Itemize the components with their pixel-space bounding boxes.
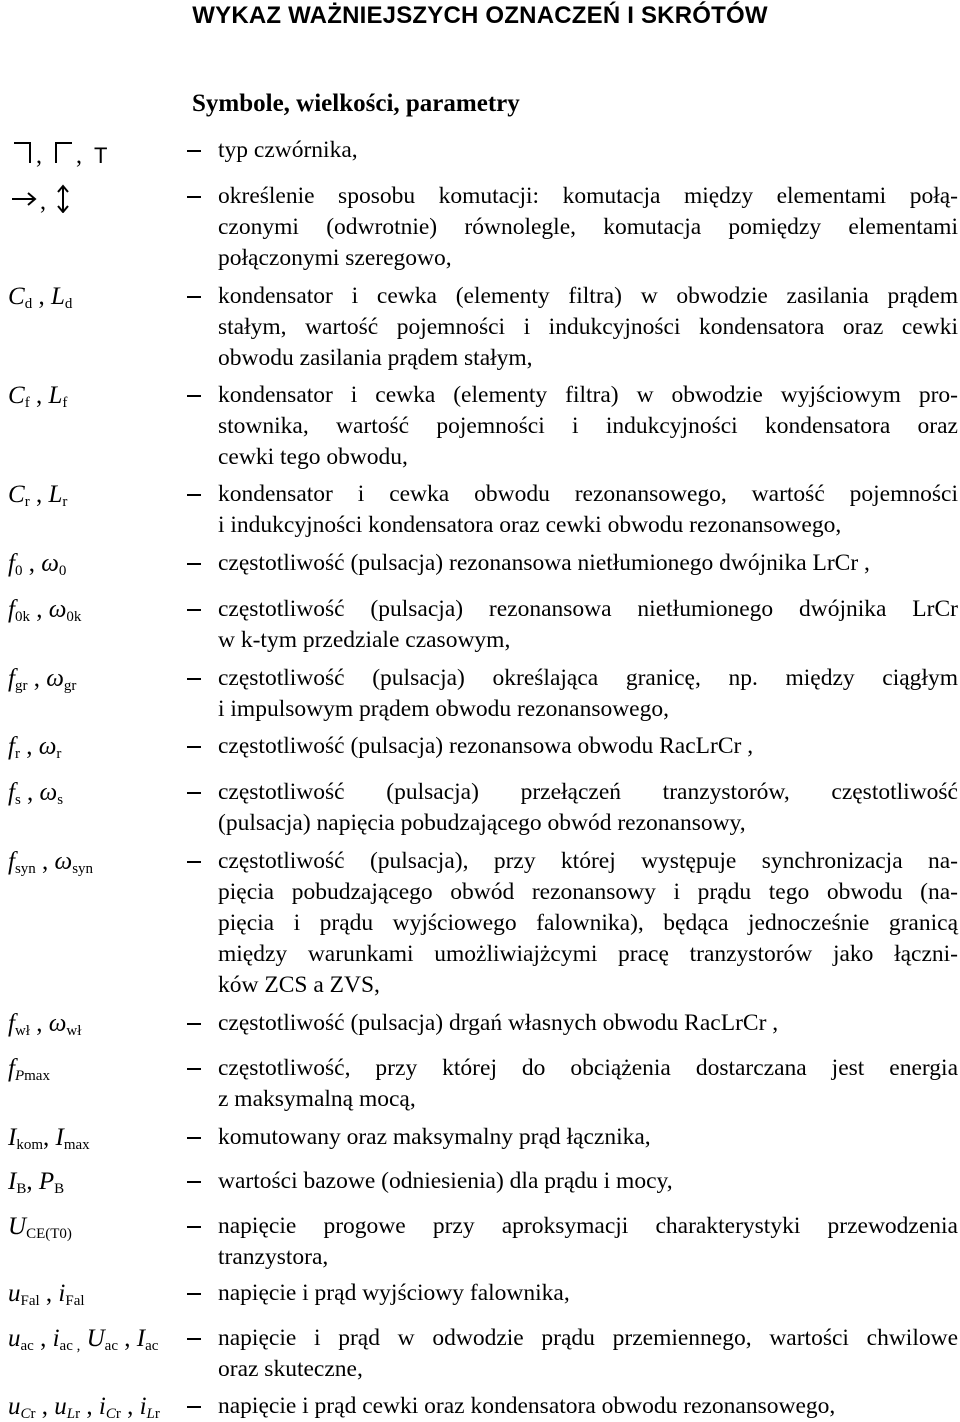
description-line: częstotliwość (pulsacja) drgań własnych obwodu RacLrCr , bbox=[218, 1010, 779, 1036]
dash bbox=[187, 196, 201, 198]
description-line: określenie sposobu komutacji: komutacja między elementami połą- bbox=[218, 183, 958, 209]
symbol: $u_{Fal}$ , $i_{Fal}$ bbox=[8, 1280, 85, 1309]
dash bbox=[187, 1023, 201, 1025]
symbol: $f_{wł}$ , $\omega_{wł}$ bbox=[8, 1010, 82, 1039]
dash bbox=[187, 1181, 201, 1183]
dash bbox=[187, 563, 201, 565]
description-line: pięcia i prądu wyjściowego falownika), będąca jednocześnie granicą bbox=[218, 910, 958, 936]
description-line: wartości bazowe (odniesienia) dla prądu i mocy, bbox=[218, 1168, 673, 1194]
dash bbox=[187, 1406, 201, 1408]
description bbox=[218, 1323, 958, 1385]
description-line: częstotliwość (pulsacja) rezonansowa nietłumionego dwójnika LrCr , bbox=[218, 550, 870, 576]
description-line: kondensator i cewka (elementy filtra) w obwodzie zasilania prądem bbox=[218, 283, 958, 309]
description bbox=[218, 777, 958, 839]
description-line: cewki tego obwodu, bbox=[218, 444, 408, 470]
symbol: $f_{gr}$ , $\omega_{gr}$ bbox=[8, 665, 77, 694]
description bbox=[218, 846, 958, 1001]
dash bbox=[187, 1068, 201, 1070]
description bbox=[218, 1053, 958, 1115]
description bbox=[218, 135, 958, 166]
dash bbox=[187, 296, 201, 298]
description-line: częstotliwość (pulsacja) rezonansowa nietłumionego dwójnika LrCr bbox=[218, 596, 958, 622]
description-line: komutowany oraz maksymalny prąd łącznika, bbox=[218, 1124, 651, 1150]
symbol bbox=[8, 181, 88, 213]
description-line: stałym, wartość pojemności i indukcyjności kondensatora oraz cewki bbox=[218, 314, 958, 340]
description bbox=[218, 731, 958, 762]
dash bbox=[187, 1137, 201, 1139]
symbol: $f_{Pmax}$ bbox=[8, 1055, 50, 1084]
symbol: $I_B$, $P_B$ bbox=[8, 1168, 65, 1197]
description-line: napięcie i prąd w odwodzie prądu przemiennego, wartości chwilowe bbox=[218, 1325, 958, 1351]
description-line: częstotliwość (pulsacja), przy której występuje synchronizacja na- bbox=[218, 848, 958, 874]
dash bbox=[187, 395, 201, 397]
description bbox=[218, 1166, 958, 1197]
description-line: częstotliwość (pulsacja) przełączeń tranzystorów, częstotliwość bbox=[218, 779, 958, 805]
dash bbox=[187, 861, 201, 863]
description bbox=[218, 1122, 958, 1153]
description bbox=[218, 281, 958, 374]
symbol: $C_f$ , $L_f$ bbox=[8, 382, 68, 411]
description-line: ków ZCS a ZVS, bbox=[218, 972, 380, 998]
svg-text:T: T bbox=[94, 143, 108, 168]
symbol: $f_{syn}$ , $\omega_{syn}$ bbox=[8, 848, 94, 877]
description-line: kondensator i cewka obwodu rezonansowego, wartość pojemności bbox=[218, 481, 958, 507]
description-line: typ czwórnika, bbox=[218, 137, 358, 163]
symbol: $f_{0k}$ , $\omega_{0k}$ bbox=[8, 596, 82, 625]
description bbox=[218, 1211, 958, 1273]
dash bbox=[187, 1338, 201, 1340]
symbol: $f_s$ , $\omega_s$ bbox=[8, 779, 64, 808]
svg-text:,: , bbox=[40, 189, 46, 214]
symbol: $U_{CE(T0)}$ bbox=[8, 1213, 72, 1242]
dash bbox=[187, 609, 201, 611]
description-line: częstotliwość (pulsacja) określająca granicę, np. między ciągłym bbox=[218, 665, 958, 691]
description-line: napięcie i prąd wyjściowy falownika, bbox=[218, 1280, 570, 1306]
dash bbox=[187, 792, 201, 794]
dash bbox=[187, 494, 201, 496]
description-line: tranzystora, bbox=[218, 1244, 329, 1270]
symbol: $f_r$ , $\omega_r$ bbox=[8, 733, 62, 762]
svg-text:,: , bbox=[76, 143, 82, 168]
symbol: $I_{kom}$, $I_{max}$ bbox=[8, 1124, 90, 1153]
description-line: z maksymalną mocą, bbox=[218, 1086, 416, 1112]
description bbox=[218, 1008, 958, 1039]
description-line: i indukcyjności kondensatora oraz cewki obwodu rezonansowego, bbox=[218, 512, 842, 538]
description-line: pięcia pobudzającego obwód rezonansowy i prądu tego obwodu (na- bbox=[218, 879, 958, 905]
dash bbox=[187, 678, 201, 680]
description-line: między warunkami umożliwiajżcymi pracę tranzystorów jako łączni- bbox=[218, 941, 958, 967]
symbol: $u_{ac}$ , $i_{ac ,}$ $U_{ac}$ , $I_{ac}$ bbox=[8, 1325, 159, 1354]
description-line: napięcie progowe przy aproksymacji charakterystyki przewodzenia bbox=[218, 1213, 958, 1239]
description bbox=[218, 181, 958, 274]
symbol: $u_{Cr}$ , $u_{Lr}$ , $i_{Cr}$ , $i_{Lr}$ bbox=[8, 1393, 160, 1422]
description-line: napięcie i prąd cewki oraz kondensatora obwodu rezonansowego, bbox=[218, 1393, 836, 1419]
description bbox=[218, 548, 958, 579]
description bbox=[218, 1278, 958, 1309]
description-line: oraz skuteczne, bbox=[218, 1356, 363, 1382]
symbol: $C_r$ , $L_r$ bbox=[8, 481, 68, 510]
dash bbox=[187, 150, 201, 152]
description-line: połączonymi szeregowo, bbox=[218, 245, 452, 271]
description-line: obwodu zasilania prądem stałym, bbox=[218, 345, 533, 371]
symbol: $C_d$ , $L_d$ bbox=[8, 283, 73, 312]
description bbox=[218, 1391, 958, 1422]
symbol: $f_0$ , $\omega_0$ bbox=[8, 550, 67, 579]
description bbox=[218, 380, 958, 473]
symbol bbox=[8, 135, 118, 167]
svg-text:,: , bbox=[36, 143, 42, 168]
description-line: i impulsowym prądem obwodu rezonansowego, bbox=[218, 696, 669, 722]
quadripole-type-glyphs bbox=[8, 137, 118, 167]
dash bbox=[187, 1226, 201, 1228]
description bbox=[218, 479, 958, 541]
description-line: stownika, wartość pojemności i indukcyjności kondensatora oraz bbox=[218, 413, 958, 439]
description-line: częstotliwość (pulsacja) rezonansowa obwodu RacLrCr , bbox=[218, 733, 754, 759]
dash bbox=[187, 746, 201, 748]
description-line: (pulsacja) napięcia pobudzającego obwód rezonansowy, bbox=[218, 810, 746, 836]
commutation-arrows bbox=[8, 183, 88, 213]
description bbox=[218, 594, 958, 656]
description-line: w k-tym przedziale czasowym, bbox=[218, 627, 511, 653]
description-line: częstotliwość, przy której do obciążenia dostarczana jest energia bbox=[218, 1055, 958, 1081]
description bbox=[218, 663, 958, 725]
section-heading: Symbole, wielkości, parametry bbox=[192, 90, 520, 117]
page-title: WYKAZ WAŻNIEJSZYCH OZNACZEŃ I SKRÓTÓW bbox=[192, 2, 768, 29]
description-line: kondensator i cewka (elementy filtra) w obwodzie wyjściowym pro- bbox=[218, 382, 958, 408]
description-line: czonymi (odwrotnie) równolegle, komutacja pomiędzy elementami bbox=[218, 214, 958, 240]
dash bbox=[187, 1293, 201, 1295]
